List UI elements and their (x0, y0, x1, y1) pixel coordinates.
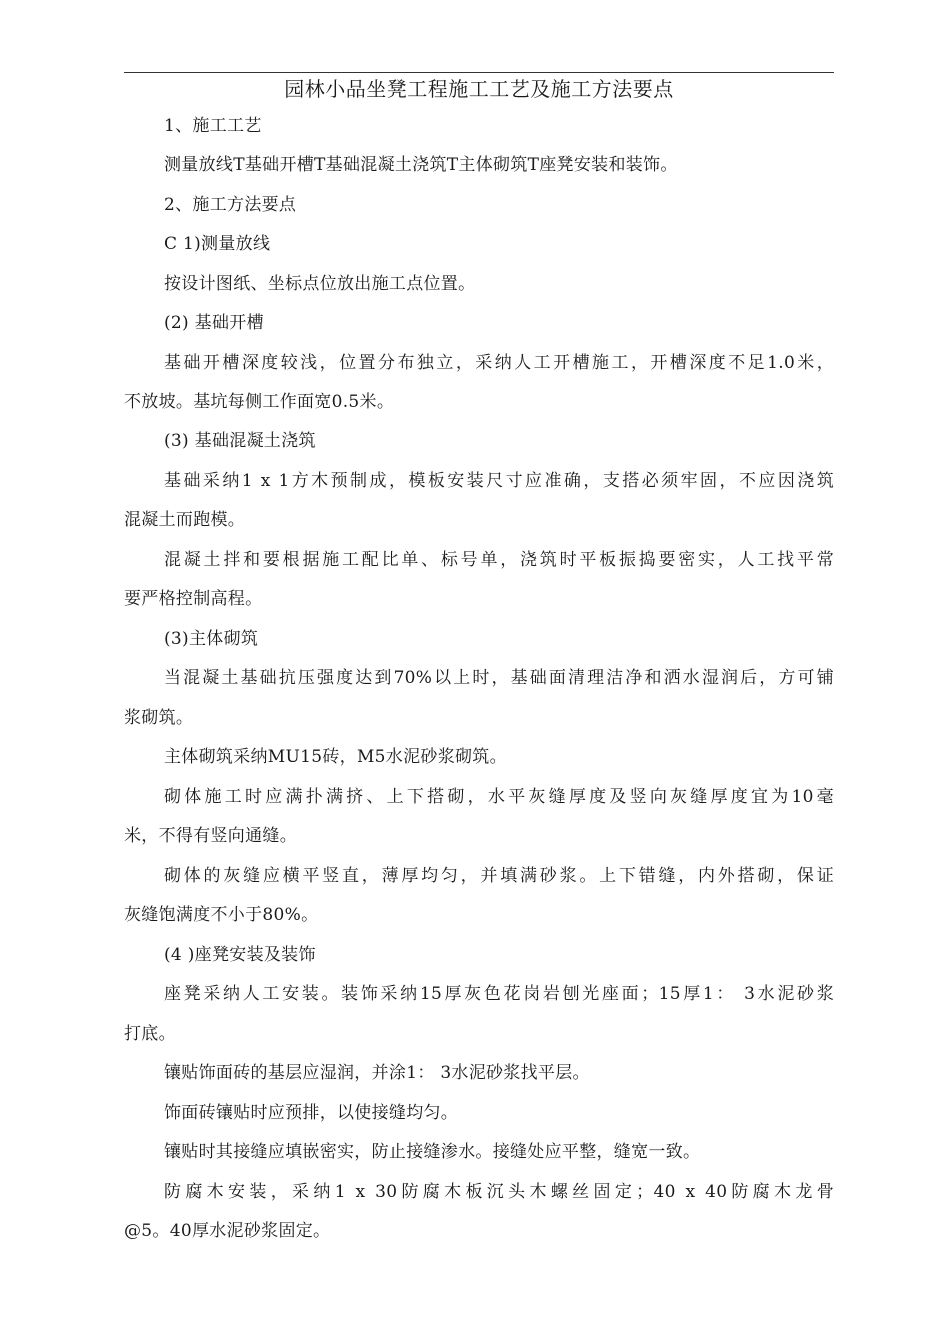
paragraph-bench-line2: 打底。 (124, 1024, 176, 1044)
paragraph-bench-line1: 座凳采纳人工安装。装饰采纳15厚灰色花岗岩刨光座面；15厚1： 3水泥砂浆 (164, 984, 834, 1004)
paragraph-process-flow: 测量放线T基础开槽T基础混凝土浇筑T主体砌筑T座凳安装和装饰。 (164, 155, 678, 175)
subheading-survey: C 1)测量放线 (164, 234, 271, 254)
subheading-bench-install: (4 )座凳安装及装饰 (164, 945, 316, 965)
paragraph-formwork-line1: 基础采纳1 x 1方木预制成，模板安装尺寸应准确，支搭必须牢固，不应因浇筑 (164, 471, 834, 491)
section-heading-methods: 2、施工方法要点 (164, 195, 297, 215)
paragraph-mortar-line2: 灰缝饱满度不小于80%。 (124, 905, 319, 925)
paragraph-joints-line2: 米，不得有竖向通缝。 (124, 826, 297, 846)
header-rule (124, 72, 834, 73)
paragraph-mixing-line1: 混凝土拌和要根据施工配比单、标号单，浇筑时平板振捣要密实，人工找平常 (164, 550, 834, 570)
paragraph-mixing-line2: 要严格控制高程。 (124, 589, 263, 609)
paragraph-trench-line2: 不放坡。基坑每侧工作面宽0.5米。 (124, 392, 395, 412)
paragraph-survey: 按设计图纸、坐标点位放出施工点位置。 (164, 274, 476, 294)
paragraph-wood-line1: 防腐木安装，采纳1 x 30防腐木板沉头木螺丝固定；40 x 40防腐木龙骨 (164, 1182, 834, 1202)
paragraph-wood-line2: @5。40厚水泥砂浆固定。 (124, 1221, 331, 1241)
subheading-concrete: (3) 基础混凝土浇筑 (164, 431, 316, 451)
paragraph-formwork-line2: 混凝土而跑模。 (124, 510, 246, 530)
subheading-masonry: (3)主体砌筑 (164, 629, 259, 649)
subheading-trench: (2) 基础开槽 (164, 313, 264, 333)
paragraph-tile-layout: 饰面砖镶贴时应预排，以使接缝均匀。 (164, 1103, 459, 1123)
paragraph-mortar-line1: 砌体的灰缝应横平竖直，薄厚均匀，并填满砂浆。上下错缝，内外搭砌，保证 (164, 866, 834, 886)
paragraph-strength-line2: 浆砌筑。 (124, 708, 194, 728)
paragraph-tile-joints: 镶贴时其接缝应填嵌密实，防止接缝渗水。接缝处应平整，缝宽一致。 (164, 1142, 701, 1162)
section-heading-process: 1、施工工艺 (164, 116, 262, 136)
document-title: 园林小品坐凳工程施工工艺及施工方法要点 (284, 77, 674, 101)
paragraph-trench-line1: 基础开槽深度较浅，位置分布独立，采纳人工开槽施工，开槽深度不足1.0米， (164, 353, 834, 373)
paragraph-strength-line1: 当混凝土基础抗压强度达到70%以上时，基础面清理洁净和洒水湿润后，方可铺 (164, 668, 834, 688)
paragraph-bricks: 主体砌筑采纳MU15砖，M5水泥砂浆砌筑。 (164, 747, 507, 767)
paragraph-base-layer: 镶贴饰面砖的基层应湿润，并涂1： 3水泥砂浆找平层。 (164, 1063, 590, 1083)
paragraph-joints-line1: 砌体施工时应满扑满挤、上下搭砌，水平灰缝厚度及竖向灰缝厚度宜为10毫 (164, 787, 834, 807)
